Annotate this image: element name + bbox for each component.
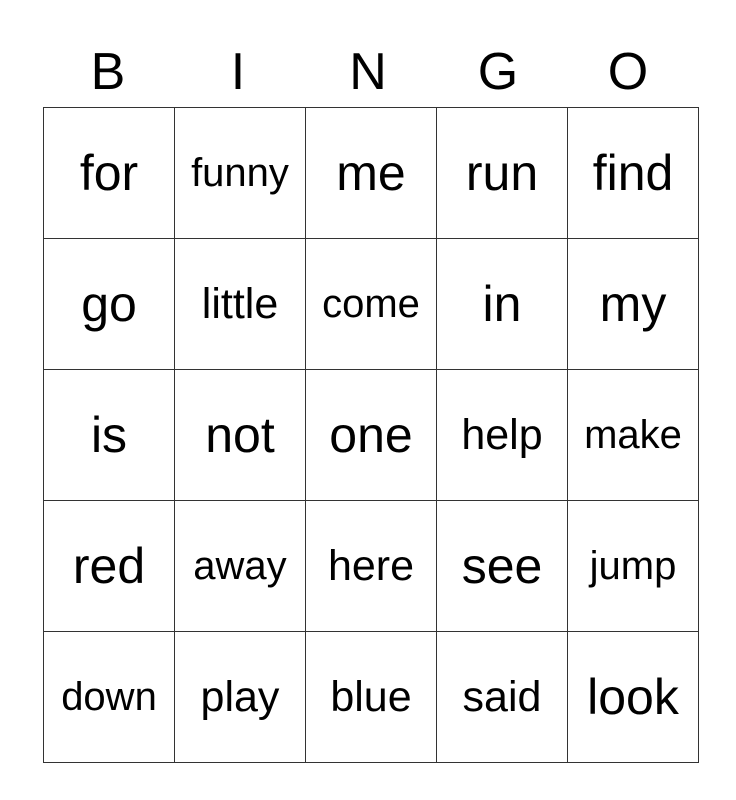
card-row-4 <box>44 501 699 632</box>
bingo-card <box>43 107 699 763</box>
header-letter-i: I <box>230 43 246 101</box>
card-cell: blue <box>306 632 437 763</box>
card-cell: away <box>175 501 306 632</box>
card-cell: run <box>437 108 568 239</box>
card-cell: me <box>306 108 437 239</box>
card-row-1 <box>44 108 699 239</box>
card-cell: said <box>437 632 568 763</box>
card-cell: in <box>437 239 568 370</box>
card-cell: for <box>44 108 175 239</box>
card-cell: jump <box>568 501 699 632</box>
header-letter-b: B <box>90 43 126 101</box>
card-row-5 <box>44 632 699 763</box>
header-letter-g: G <box>477 43 519 101</box>
card-cell: is <box>44 370 175 501</box>
card-cell: not <box>175 370 306 501</box>
card-cell: red <box>44 501 175 632</box>
header-letter-o: O <box>607 43 649 101</box>
card-row-3 <box>44 370 699 501</box>
bingo-header <box>43 40 693 104</box>
card-cell: little <box>175 239 306 370</box>
header-letter-n: N <box>349 43 387 101</box>
card-cell: help <box>437 370 568 501</box>
card-cell: find <box>568 108 699 239</box>
card-cell: come <box>306 239 437 370</box>
card-cell: play <box>175 632 306 763</box>
card-cell: make <box>568 370 699 501</box>
card-cell: go <box>44 239 175 370</box>
card-row-2 <box>44 239 699 370</box>
card-cell: look <box>568 632 699 763</box>
card-cell: see <box>437 501 568 632</box>
card-cell: down <box>44 632 175 763</box>
card-cell: funny <box>175 108 306 239</box>
card-cell: my <box>568 239 699 370</box>
card-cell: one <box>306 370 437 501</box>
card-cell: here <box>306 501 437 632</box>
